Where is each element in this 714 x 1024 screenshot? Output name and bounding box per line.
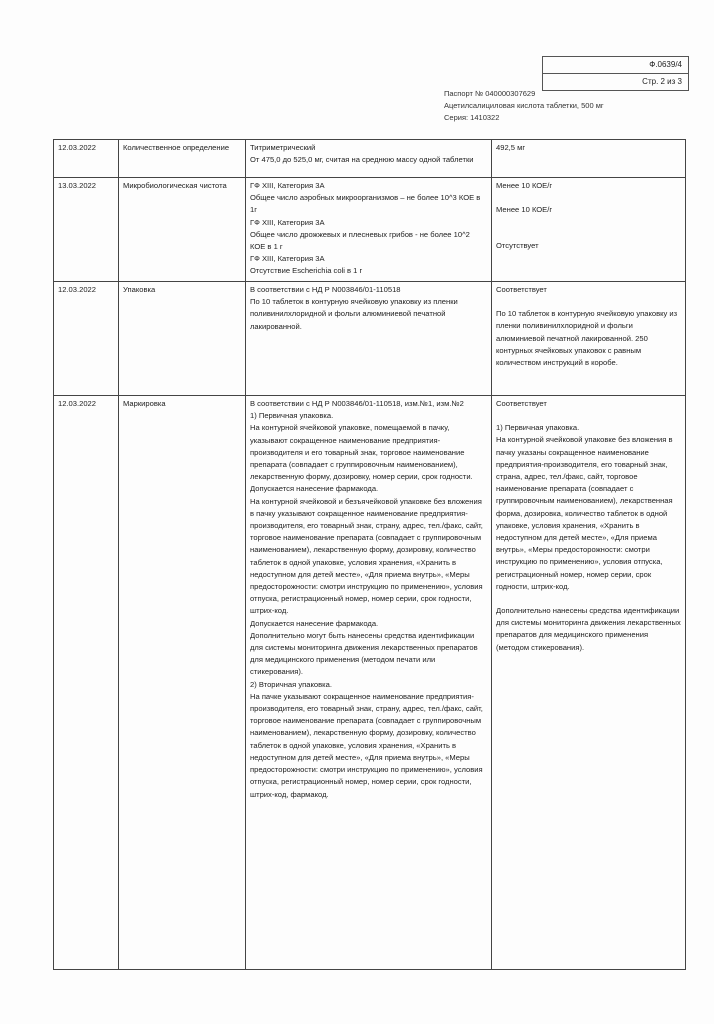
form-code: Ф.0639/4 <box>649 60 682 69</box>
row-requirement: В соответствии с НД Р N003846/01-110518, изм.№1, изм.№2 1) Первичная упаковка. На контурной ячейковой упаковке, помещаемой в пачку, указывают сокращенное наименование предприятия-производителя и его товарный знак, торговое наименование препарата (совпадает с группировочным наименованием), лекарственную форму, дозировку, номер серии, срок годности. Допускается нанесение фармакода. На контурной ячейковой и безъячейковой упаковке без вложения в пачку указывают сокращенное наименование предприятия-производителя, его товарный знак, страну, адрес, тел./факс, сайт, торговое наименование препарата (совпадает с группировочным наименованием), лекарственную форму, дозировку, количество таблеток в одной упаковке, условия хранения, «Хранить в недоступном для детей месте», «Для приема внутрь», «Меры предосторожности: смотри инструкцию по применению», условия отпуска, регистрационный номер, номер серии, срок годности, штрих-код. Допускается нанесение фармакода. Дополнительно могут быть нанесены средства идентификации для системы мониторинга движения лекарственных препаратов для медицинского применения (методом печати или стикерования). 2) Вторичная упаковка. На пачке указывают сокращенное наименование предприятия-производителя, его товарный знак, страну, адрес, тел./факс, сайт, торговое наименование препарата (совпадает с группировочным наименованием), лекарственную форму, дозировку, количество таблеток в одной упаковке, условия хранения, «Хранить в недоступном для детей месте», «Для приема внутрь», «Меры предосторожности: смотри инструкцию по применению», условия отпуска, регистрационный номер, номер серии, срок годности, штрих-код, фармакод. <box>246 396 492 970</box>
row-requirement: Титриметрический От 475,0 до 525,0 мг, считая на среднюю массу одной таблетки <box>246 140 492 178</box>
row-test: Маркировка <box>119 396 246 970</box>
passport-number: Паспорт № 040000307629 <box>444 89 536 98</box>
row-requirement: В соответствии с НД Р N003846/01-110518 По 10 таблеток в контурную ячейковую упаковку из пленки поливинилхлоридной и фольги алюминиевой печатной лакированной. <box>246 282 492 396</box>
row-result: Менее 10 КОЕ/г Менее 10 КОЕ/г Отсутствует <box>492 178 686 282</box>
passport-header <box>444 88 604 124</box>
series-number: Серия: 1410322 <box>444 113 500 122</box>
page-number: Стр. 2 из 3 <box>543 73 688 90</box>
row-test: Количественное определение <box>119 140 246 178</box>
row-date: 12.03.2022 <box>54 140 119 178</box>
table-row <box>54 396 686 970</box>
row-result: Соответствует По 10 таблеток в контурную ячейковую упаковку из пленки поливинилхлоридной и фольги алюминиевой печатной лакированной. 250 контурных ячейковых упаковок с равным количеством инструкций в коробе. <box>492 282 686 396</box>
form-code-box <box>542 56 689 91</box>
row-test: Микробиологическая чистота <box>119 178 246 282</box>
row-requirement: ГФ XIII, Категория 3А Общее число аэробных микроорганизмов – не более 10^3 КОЕ в 1г ГФ XIII, Категория 3А Общее число дрожжевых и плесневых грибов - не более 10^2 КОЕ в 1 г ГФ XIII, Категория 3А Отсутствие Escherichia coli в 1 г <box>246 178 492 282</box>
row-date: 12.03.2022 <box>54 282 119 396</box>
table-row <box>54 178 686 282</box>
table-row <box>54 140 686 178</box>
row-test: Упаковка <box>119 282 246 396</box>
table-row <box>54 282 686 396</box>
row-date: 13.03.2022 <box>54 178 119 282</box>
product-name: Ацетилсалициловая кислота таблетки, 500 мг <box>444 101 604 110</box>
row-result: Соответствует 1) Первичная упаковка. На контурной ячейковой упаковке без вложения в пачку указаны сокращенное наименование предприятия-производителя, его товарный знак, страна, адрес, тел./факс, сайт, торговое наименование препарата (совпадает с группировочным наименованием), лекарственная форма, дозировка, количество таблеток в одной упаковке, условия хранения, «Хранить в недоступном для детей месте», «Для приема внутрь», «Меры предосторожности: смотри инструкцию по применению», условия отпуска, регистрационный номер, номер серии, срок годности, штрих-код. Дополнительно нанесены средства идентификации для системы мониторинга движения лекарственных препаратов для медицинского применения (методом стикерования). <box>492 396 686 970</box>
analysis-table <box>53 139 686 970</box>
row-result: 492,5 мг <box>492 140 686 178</box>
row-date: 12.03.2022 <box>54 396 119 970</box>
